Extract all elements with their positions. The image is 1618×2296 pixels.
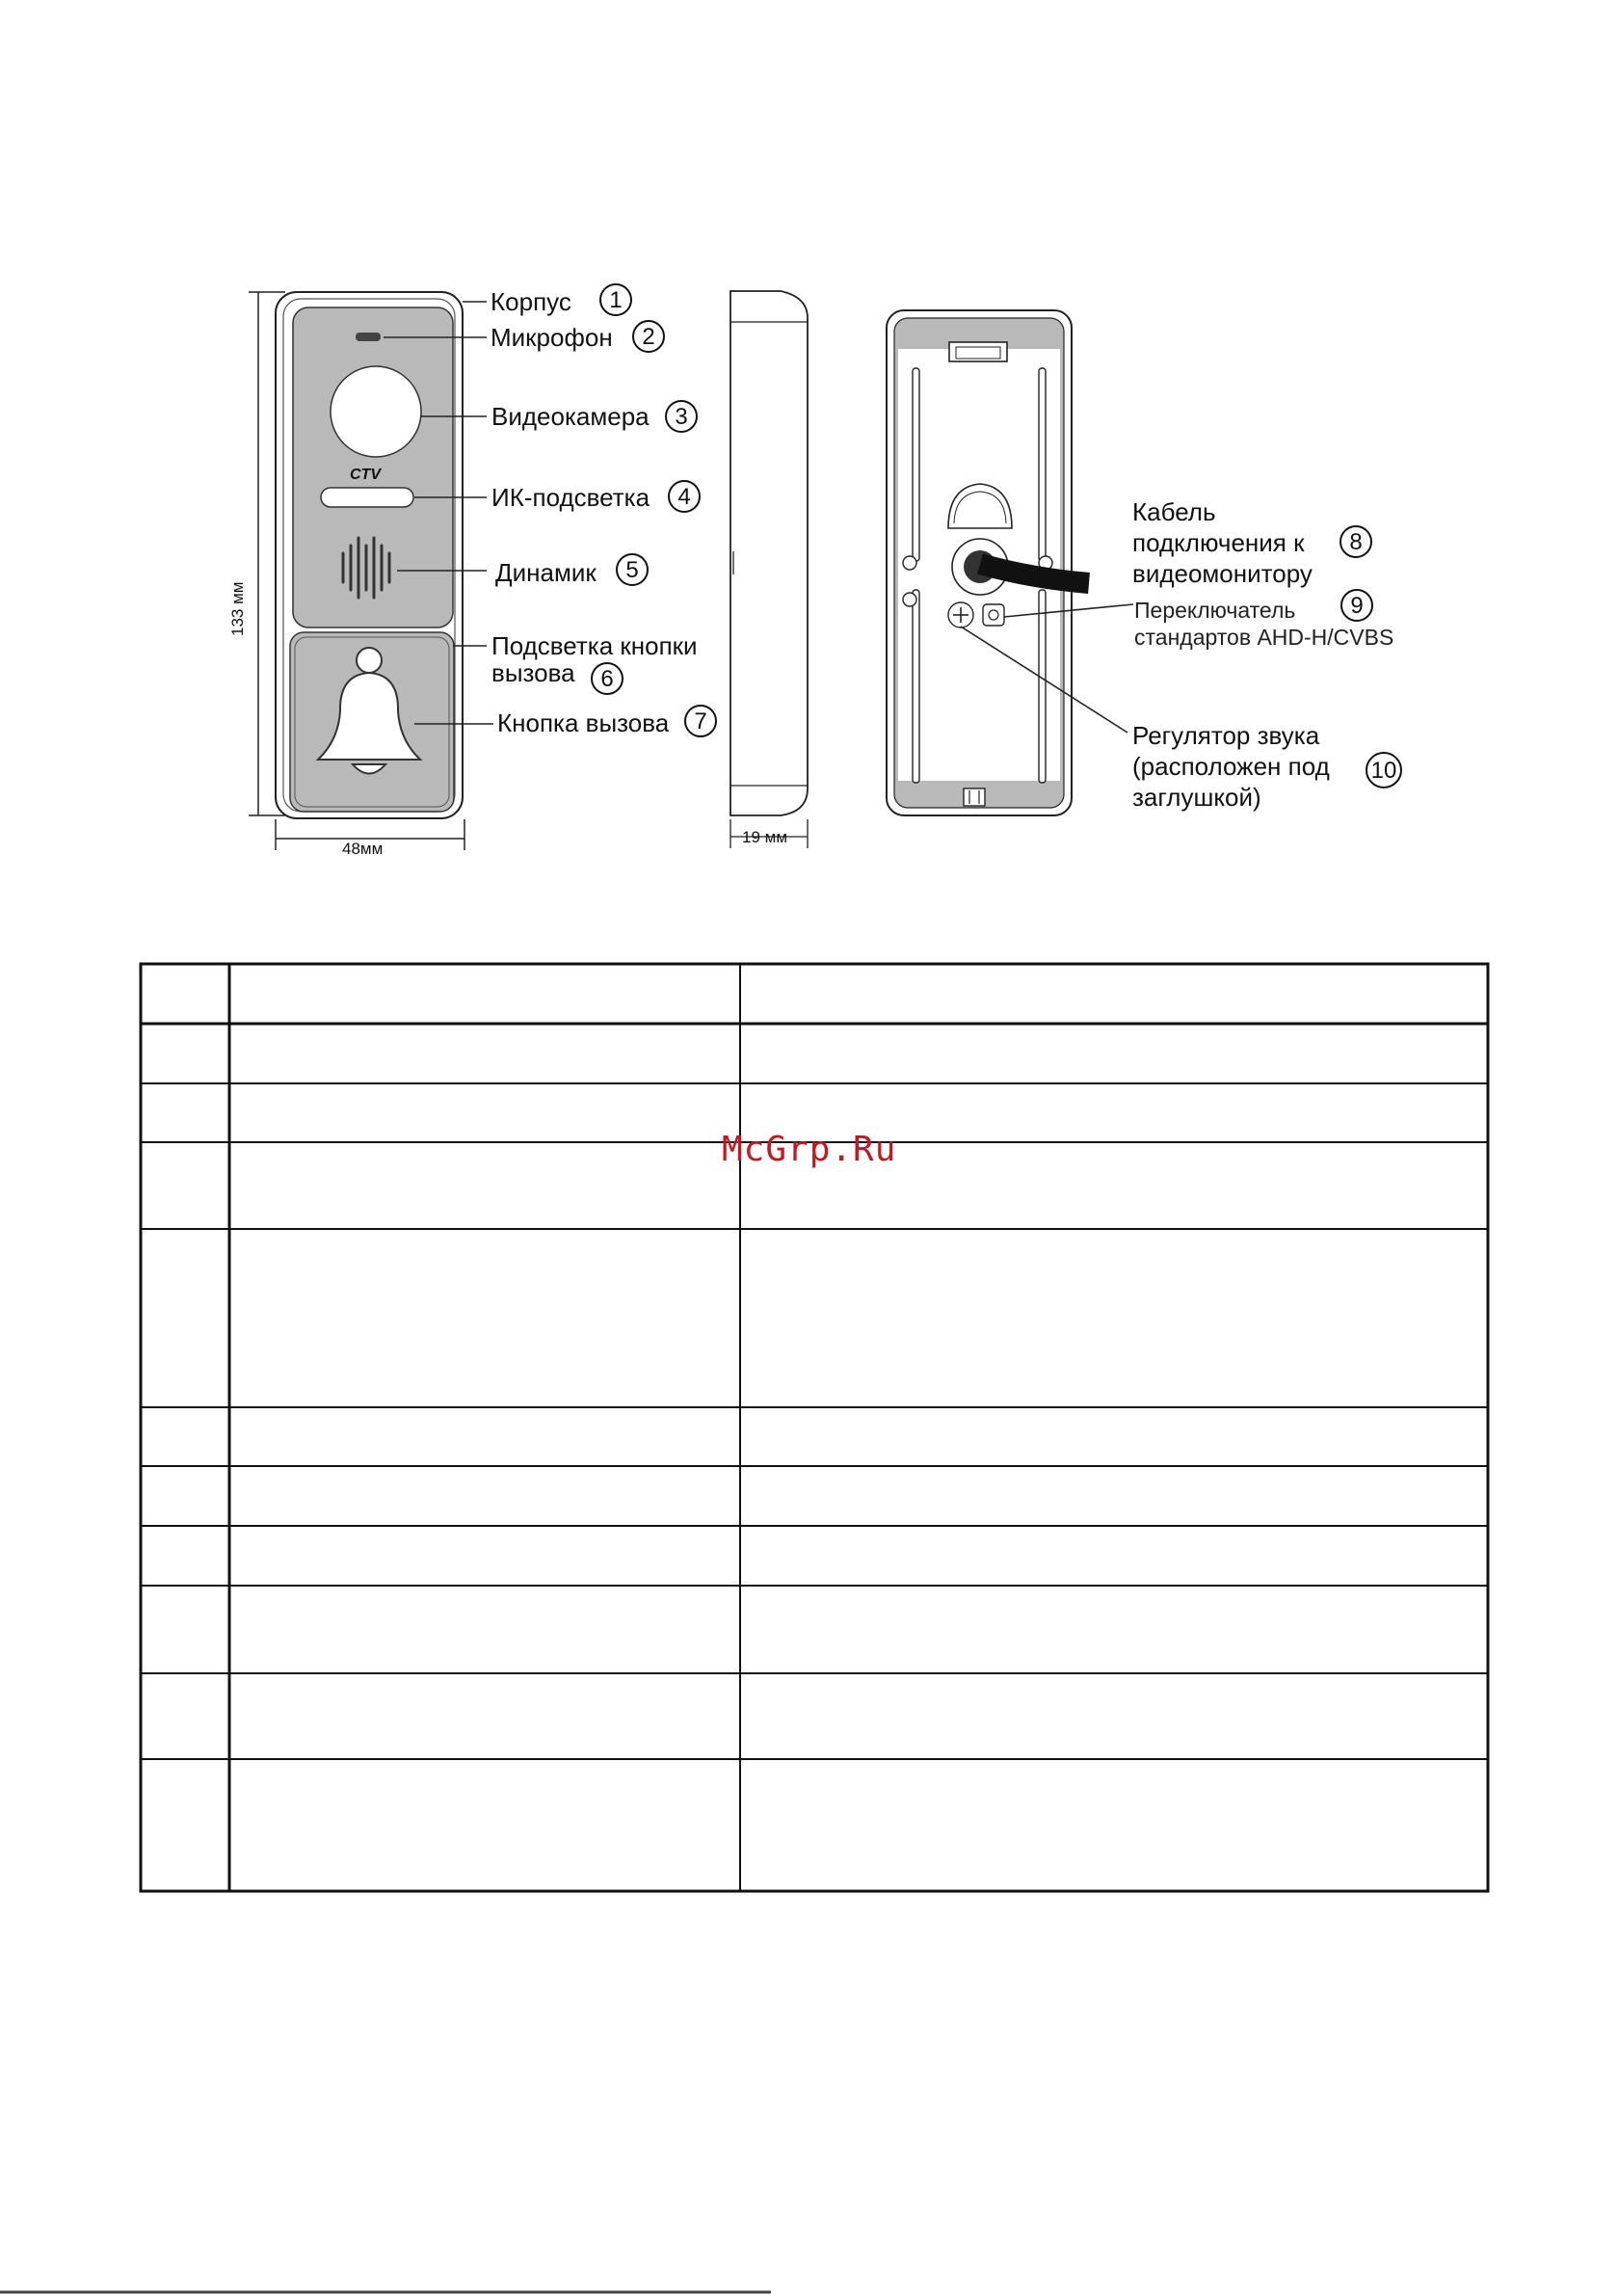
callout-label-9a: Переключатель: [1134, 598, 1296, 623]
callout-label-10a: Регулятор звука: [1132, 721, 1320, 750]
callout-label-3: Видеокамера: [491, 402, 650, 431]
callout-num-10: 10: [1370, 758, 1397, 784]
callout-label-6: Подсветка кнопки: [491, 631, 698, 660]
callout-label-4: ИК-подсветка: [491, 483, 650, 512]
back-view: [887, 310, 1089, 815]
side-view: [730, 291, 808, 848]
callout-label-8c: видеомонитору: [1132, 559, 1313, 588]
callout-num-2: 2: [642, 324, 655, 350]
callout-label-5: Динамик: [495, 558, 597, 587]
callout-label-7: Кнопка вызова: [497, 708, 670, 737]
callout-label-10b: (расположен под: [1132, 752, 1330, 781]
width-label: 48мм: [342, 840, 384, 858]
callout-num-9: 9: [1350, 593, 1364, 619]
callout-label-2: Микрофон: [491, 323, 613, 352]
callout-label-10c: заглушкой): [1132, 783, 1261, 812]
callout-label-8b: подключения к: [1132, 528, 1305, 557]
callout-num-3: 3: [675, 404, 688, 430]
depth-label: 19 мм: [742, 828, 788, 846]
spec-table: [141, 964, 1488, 1891]
callout-label-6b: вызова: [491, 658, 575, 687]
callout-num-6: 6: [600, 666, 614, 692]
watermark: McGrp.Ru: [722, 1130, 897, 1169]
callout-label-1: Корпус: [491, 287, 571, 316]
callout-num-4: 4: [677, 484, 691, 510]
speaker-grille: [343, 538, 389, 598]
callout-num-7: 7: [694, 708, 707, 734]
front-view: [276, 292, 463, 818]
callout-num-8: 8: [1349, 529, 1363, 555]
ctv-logo: CTV: [350, 467, 381, 483]
callout-num-5: 5: [625, 557, 639, 583]
callout-label-8a: Кабель: [1132, 497, 1216, 526]
callout-num-1: 1: [609, 287, 623, 313]
callout-label-9b: стандартов AHD-H/CVBS: [1134, 625, 1394, 650]
height-label: 133 мм: [228, 581, 247, 636]
